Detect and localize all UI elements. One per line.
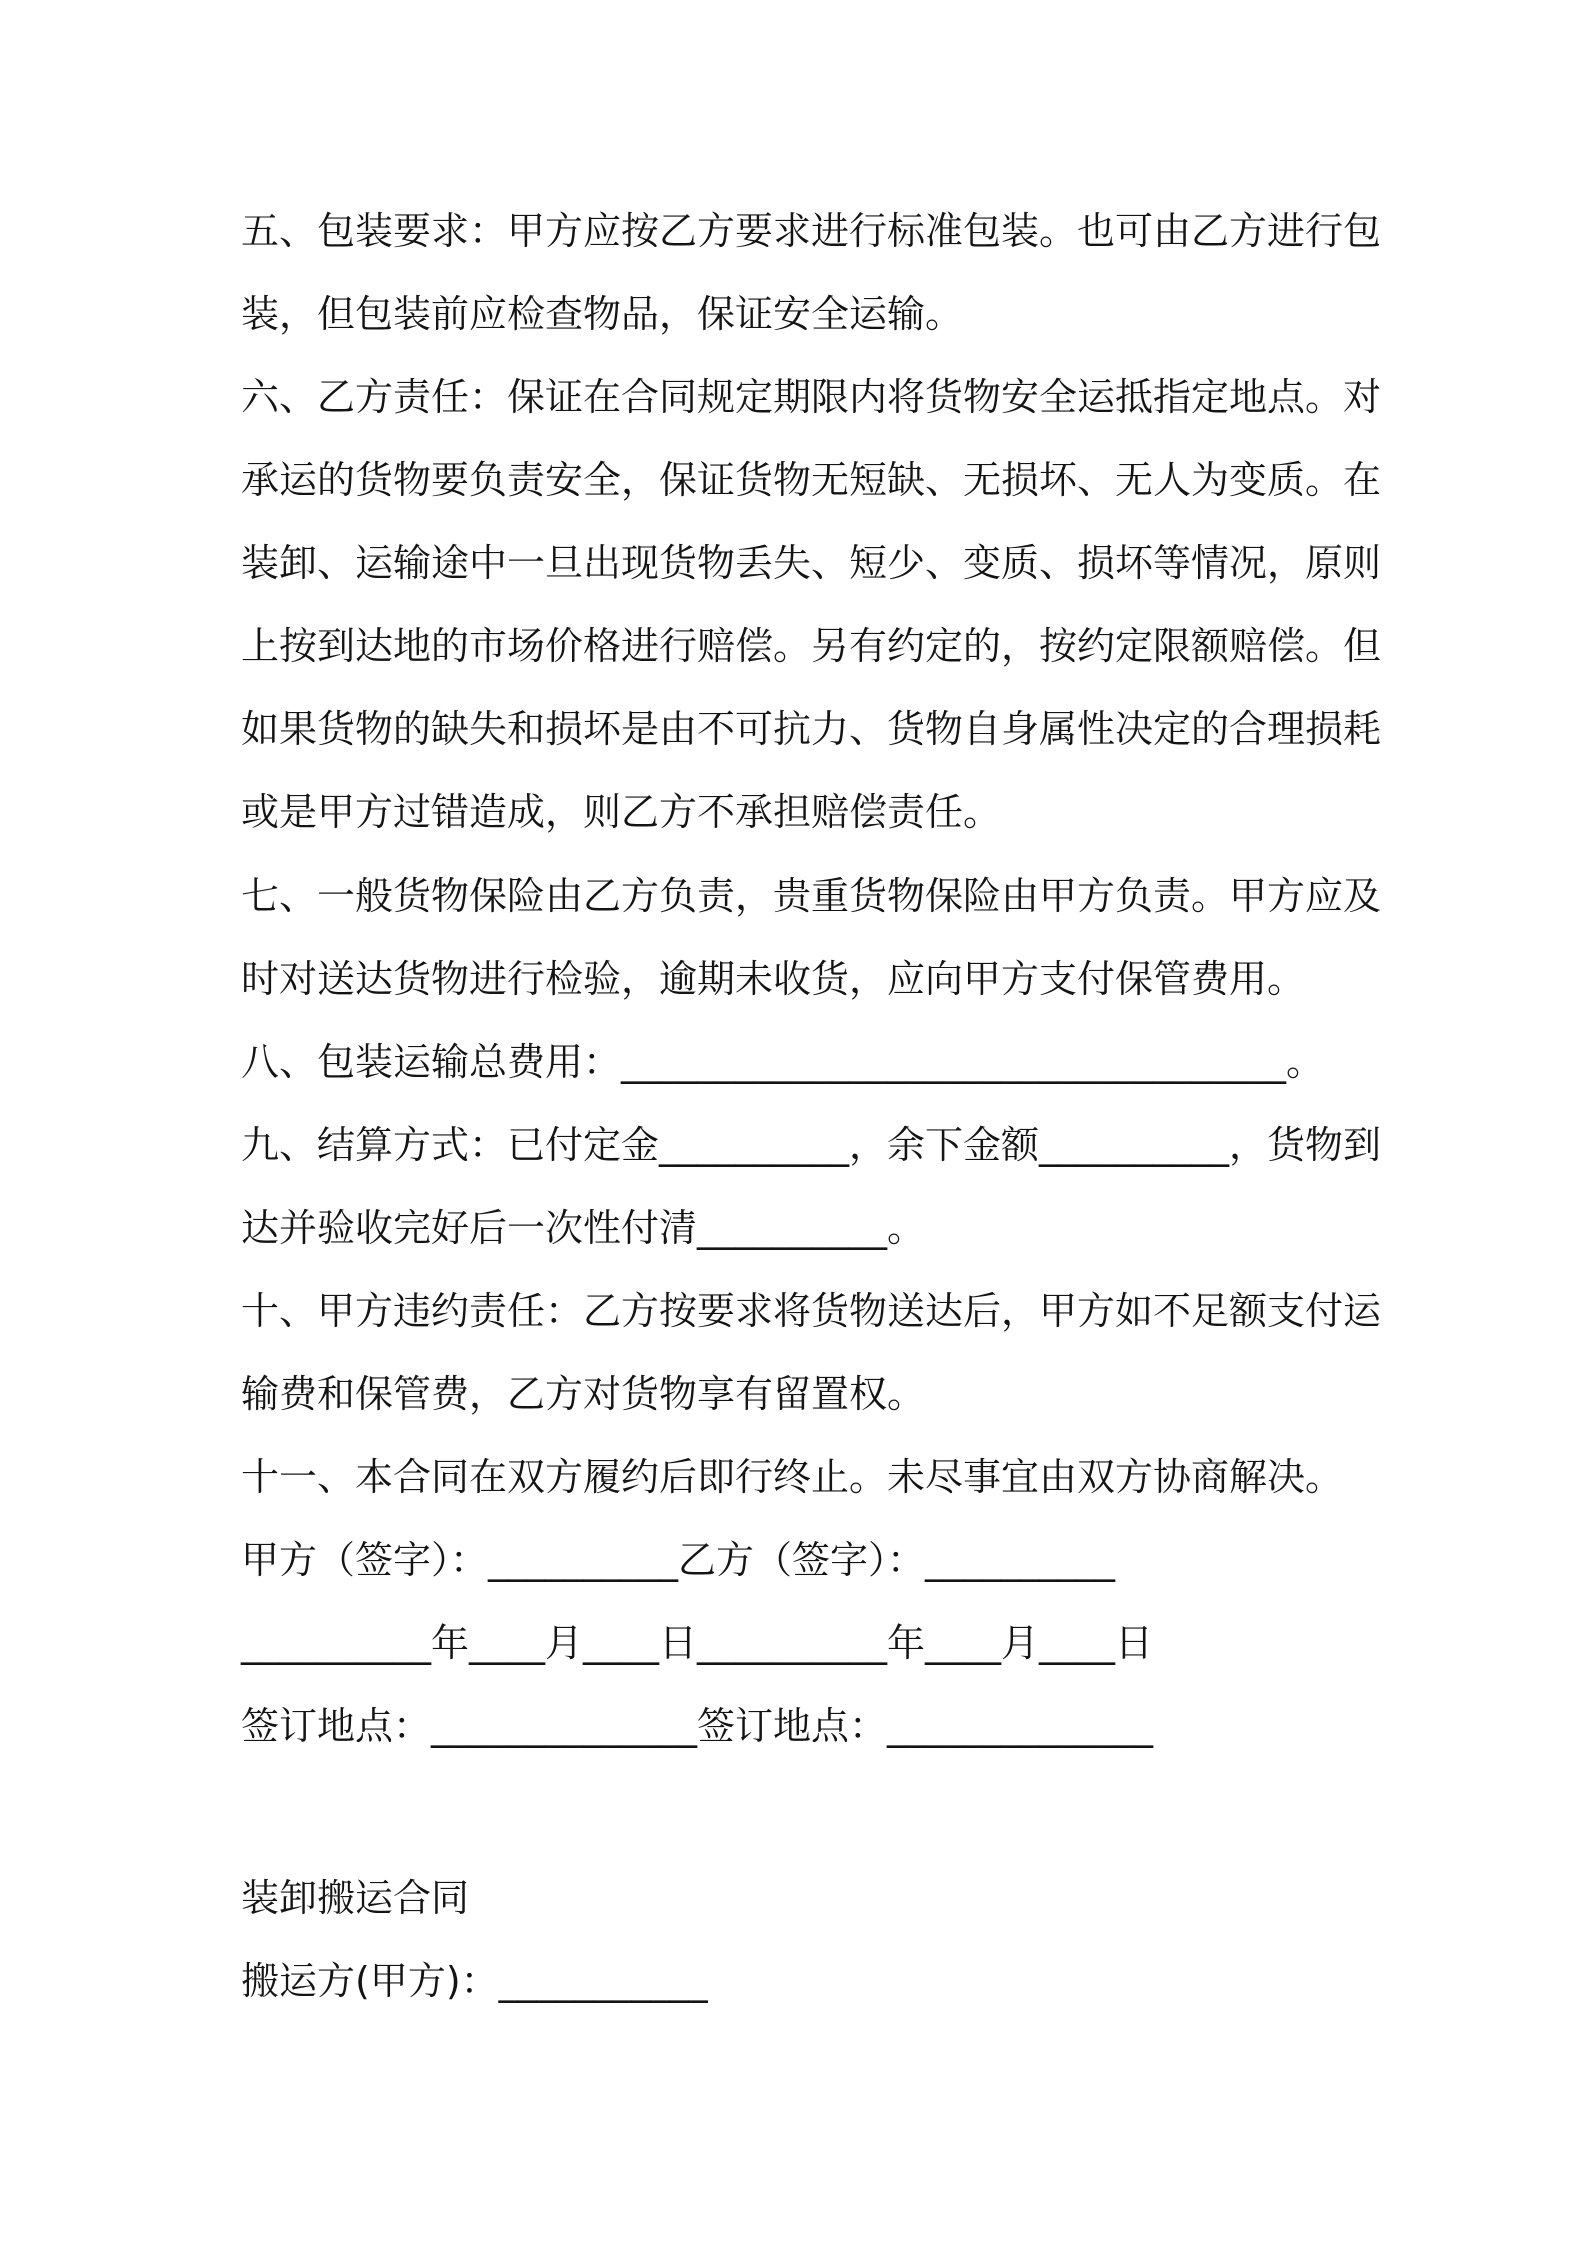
clause-9-line-1: 九、结算方式：已付定金__________，余下金额__________，货物到 xyxy=(241,1123,1382,1167)
clause-6-line-4: 上按到达地的市场价格进行赔偿。另有约定的，按约定限额赔偿。但 xyxy=(241,624,1382,668)
clause-7-line-1: 七、一般货物保险由乙方负责，贵重货物保险由甲方负责。甲方应及 xyxy=(241,874,1382,918)
clause-6-line-2: 承运的货物要负责安全，保证货物无短缺、无损坏、无人为变质。在 xyxy=(241,458,1382,502)
clause-11: 十一、本合同在双方履约后即行终止。未尽事宜由双方协商解决。 xyxy=(241,1455,1344,1499)
carrier-party-a-line: 搬运方(甲方)：___________ xyxy=(241,1959,708,2003)
clause-9-line-2: 达并验收完好后一次性付清__________。 xyxy=(241,1206,926,1250)
clause-6-line-5: 如果货物的缺失和损坏是由不可抗力、货物自身属性决定的合理损耗 xyxy=(241,707,1382,751)
clause-8-total-fee: 八、包装运输总费用：___________________________________。 xyxy=(241,1040,1325,1084)
clause-6-line-3: 装卸、运输途中一旦出现货物丢失、短少、变质、损坏等情况，原则 xyxy=(241,541,1382,585)
signing-place-line: 签订地点：______________签订地点：______________ xyxy=(241,1704,1154,1748)
clause-6-line-6: 或是甲方过错造成，则乙方不承担赔偿责任。 xyxy=(241,790,1002,834)
clause-10-line-2: 输费和保管费，乙方对货物享有留置权。 xyxy=(241,1372,926,1416)
contract-title: 装卸搬运合同 xyxy=(241,1876,470,1920)
clause-7-line-2: 时对送达货物进行检验，逾期未收货，应向甲方支付保管费用。 xyxy=(241,957,1306,1001)
clause-5-line-2: 装，但包装前应检查物品，保证安全运输。 xyxy=(241,292,964,336)
clause-5-line-1: 五、包装要求：甲方应按乙方要求进行标准包装。也可由乙方进行包 xyxy=(241,209,1382,253)
signature-line: 甲方（签字）：__________乙方（签字）：__________ xyxy=(241,1538,1116,1582)
clause-6-line-1: 六、乙方责任：保证在合同规定期限内将货物安全运抵指定地点。对 xyxy=(241,375,1382,419)
date-line: __________年____月____日__________年____月____日 xyxy=(241,1621,1154,1665)
clause-10-line-1: 十、甲方违约责任：乙方按要求将货物送达后，甲方如不足额支付运 xyxy=(241,1289,1382,1333)
